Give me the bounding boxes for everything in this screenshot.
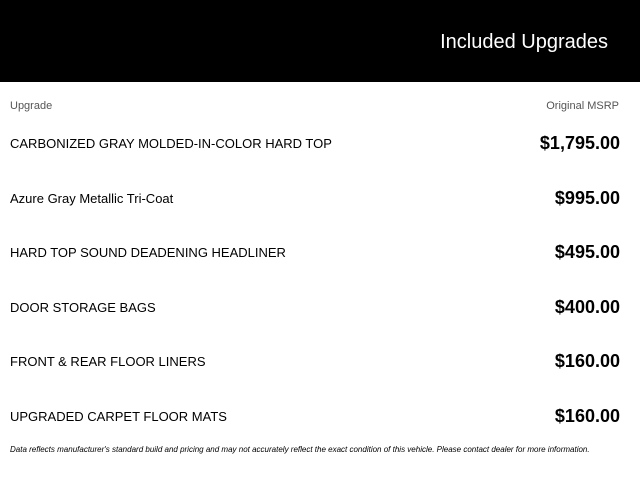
upgrade-price: $160.00 xyxy=(554,405,620,426)
upgrade-name: FRONT & REAR FLOOR LINERS xyxy=(10,354,206,369)
upgrade-name: UPGRADED CARPET FLOOR MATS xyxy=(10,408,227,424)
upgrade-column-header: Upgrade xyxy=(10,100,53,112)
msrp-column-header: Original MSRP xyxy=(546,100,619,112)
upgrade-name: HARD TOP SOUND DEADENING HEADLINER xyxy=(10,245,286,260)
upgrades-list xyxy=(0,115,640,442)
upgrade-row xyxy=(0,279,640,334)
upgrade-name: DOOR STORAGE BAGS xyxy=(10,299,156,315)
upgrade-price: $995.00 xyxy=(554,187,620,208)
upgrade-name: Azure Gray Metallic Tri-Coat xyxy=(10,190,174,206)
upgrade-name: CARBONIZED GRAY MOLDED-IN-COLOR HARD TOP xyxy=(10,136,332,151)
header-bar xyxy=(0,0,640,82)
disclaimer-text: Data reflects manufacturer's standard build and pricing and may not accurately reflect the exact condition of this vehicle. Please contact dealer for more information. xyxy=(10,445,590,454)
upgrade-row xyxy=(0,115,640,170)
upgrade-row xyxy=(0,170,640,225)
upgrade-row xyxy=(0,388,640,443)
page-title: Included Upgrades xyxy=(440,31,608,53)
upgrade-row xyxy=(0,224,640,279)
upgrade-price: $495.00 xyxy=(554,242,620,262)
upgrade-price: $160.00 xyxy=(554,351,620,371)
upgrade-row xyxy=(0,333,640,388)
upgrade-price: $400.00 xyxy=(554,296,620,317)
upgrade-price: $1,795.00 xyxy=(539,133,620,153)
